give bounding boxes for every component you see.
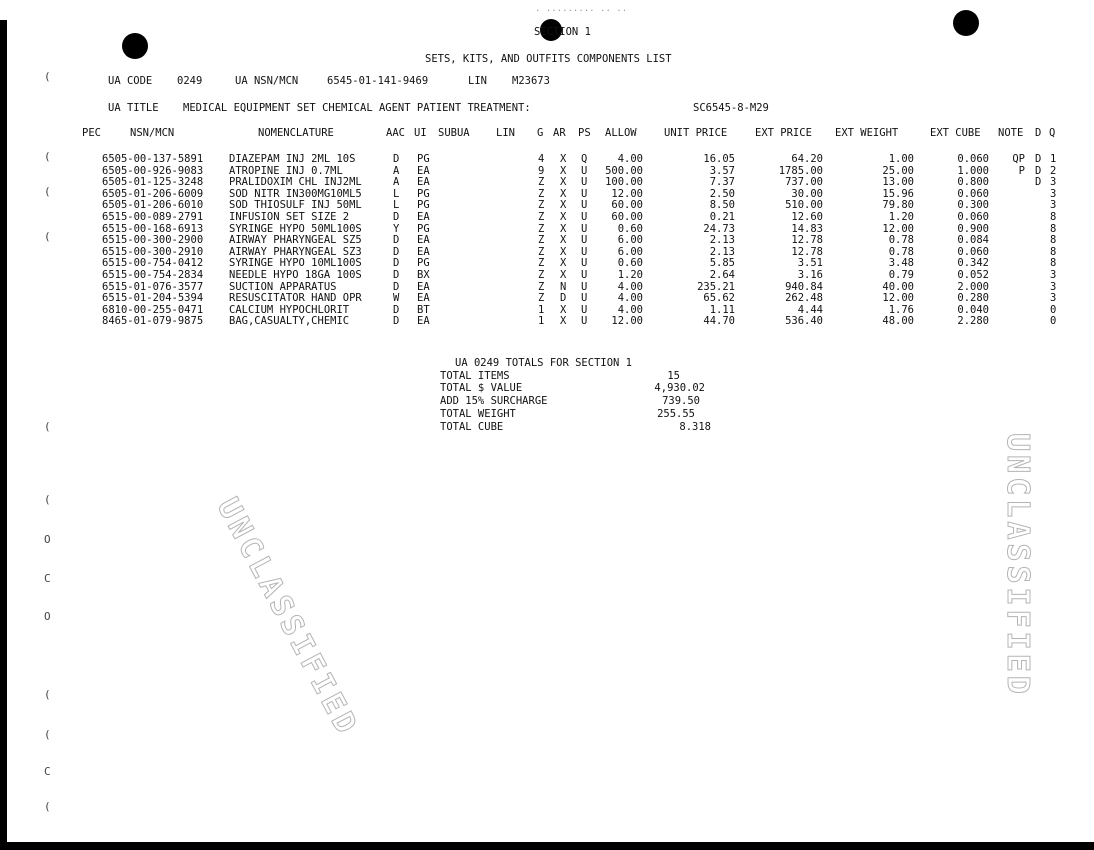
cell-allow: 0.60 xyxy=(617,222,643,235)
cell-ext-price: 3.16 xyxy=(797,269,823,281)
surcharge-label: ADD 15% SURCHARGE xyxy=(440,395,548,407)
margin-mark: O xyxy=(44,533,51,546)
cell-ext-weight: 79.80 xyxy=(882,199,914,212)
cell-ext-price: 64.20 xyxy=(791,153,823,165)
cell-ar: X xyxy=(560,269,567,281)
cell-ui: EA xyxy=(417,280,430,293)
cell-q: 3 xyxy=(1050,292,1057,305)
cell-ext-price: 12.78 xyxy=(791,234,823,247)
lin-value: M23673 xyxy=(512,75,550,87)
cell-nsn: 6515-00-300-2900 xyxy=(102,234,204,247)
cell-ext-price: 940.84 xyxy=(785,280,823,293)
cell-g: 9 xyxy=(538,164,545,177)
cell-nomenclature: BAG,CASUALTY,CHEMIC xyxy=(229,315,350,328)
cell-q: 8 xyxy=(1050,245,1057,258)
cell-ps: U xyxy=(581,211,588,223)
cell-g: Z xyxy=(538,280,545,293)
cell-ext-cube: 0.040 xyxy=(957,303,989,316)
cell-ar: X xyxy=(560,303,567,316)
cell-ps: U xyxy=(581,245,588,258)
cell-ar: X xyxy=(560,199,567,212)
cell-aac: D xyxy=(393,269,400,281)
cell-g: Z xyxy=(538,211,545,223)
cell-ui: EA xyxy=(417,211,430,223)
col-subua: SUBUA xyxy=(438,127,470,139)
cell-q: 8 xyxy=(1050,211,1057,223)
cell-allow: 4.00 xyxy=(617,280,643,293)
cell-q: 8 xyxy=(1050,257,1057,270)
cell-ps: U xyxy=(581,164,588,177)
sc-number: SC6545-8-M29 xyxy=(693,102,769,114)
total-value-label: TOTAL $ VALUE xyxy=(440,382,523,394)
col-nomenclature: NOMENCLATURE xyxy=(258,127,334,139)
cell-aac: L xyxy=(393,199,400,212)
margin-mark: ( xyxy=(44,420,51,433)
col-unit-price: UNIT PRICE xyxy=(664,127,728,139)
cell-ext-weight: 1.00 xyxy=(888,153,914,165)
cell-ps: U xyxy=(581,234,588,247)
col-aac: AAC xyxy=(386,127,405,139)
cell-allow: 100.00 xyxy=(605,176,643,189)
cell-ext-weight: 13.00 xyxy=(882,176,914,189)
cell-ext-price: 12.78 xyxy=(791,245,823,258)
cell-q: 8 xyxy=(1050,234,1057,247)
top-cut-line: . ......... .. .. xyxy=(535,4,628,14)
cell-nsn: 6505-01-206-6010 xyxy=(102,199,204,212)
cell-ext-weight: 12.00 xyxy=(882,292,914,305)
total-value-amount: 4,930.02 xyxy=(654,382,705,394)
cell-ar: N xyxy=(560,280,567,293)
cell-unit-price: 8.50 xyxy=(709,199,735,212)
col-ar: AR xyxy=(553,127,566,139)
margin-mark: ( xyxy=(44,688,51,701)
cell-aac: D xyxy=(393,245,400,258)
cell-ext-cube: 0.060 xyxy=(957,211,989,223)
cell-ps: U xyxy=(581,176,588,189)
cell-ext-weight: 3.48 xyxy=(888,257,914,270)
total-cube-value: 8.318 xyxy=(679,421,711,433)
cell-ext-cube: 0.084 xyxy=(957,234,989,247)
cell-nomenclature: SOD NITR IN300MG10ML5 xyxy=(229,187,362,200)
cell-ext-cube: 2.280 xyxy=(957,315,989,328)
cell-q: 3 xyxy=(1050,280,1057,293)
cell-ui: EA xyxy=(417,164,430,177)
cell-g: Z xyxy=(538,176,545,189)
cell-ui: EA xyxy=(417,234,430,247)
cell-unit-price: 2.50 xyxy=(709,187,735,200)
cell-nomenclature: ATROPINE INJ 0.7ML xyxy=(229,164,343,177)
margin-mark: C xyxy=(44,765,51,778)
cell-nsn: 8465-01-079-9875 xyxy=(102,315,204,328)
cell-ext-cube: 0.280 xyxy=(957,292,989,305)
cell-ui: BX xyxy=(417,269,430,281)
cell-unit-price: 7.37 xyxy=(709,176,735,189)
cell-aac: A xyxy=(393,176,400,189)
margin-mark: O xyxy=(44,610,51,623)
total-weight-value: 255.55 xyxy=(657,408,695,420)
cell-ui: BT xyxy=(417,303,430,316)
cell-nsn: 6515-00-754-0412 xyxy=(102,257,204,270)
cell-aac: D xyxy=(393,315,400,328)
cell-unit-price: 0.21 xyxy=(709,211,735,223)
cell-ext-weight: 48.00 xyxy=(882,315,914,328)
col-note: NOTE xyxy=(998,127,1024,139)
cell-nomenclature: CALCIUM HYPOCHLORIT xyxy=(229,303,350,316)
col-ext-weight: EXT WEIGHT xyxy=(835,127,899,139)
col-lin: LIN xyxy=(496,127,515,139)
cell-ui: PG xyxy=(417,187,430,200)
cell-g: Z xyxy=(538,292,545,305)
ua-code-value: 0249 xyxy=(177,75,203,87)
cell-unit-price: 1.11 xyxy=(709,303,735,316)
cell-q: 3 xyxy=(1050,176,1057,189)
cell-aac: D xyxy=(393,280,400,293)
cell-ext-weight: 15.96 xyxy=(882,187,914,200)
cell-ps: U xyxy=(581,292,588,305)
cell-ps: U xyxy=(581,187,588,200)
cell-g: Z xyxy=(538,187,545,200)
document-title: SETS, KITS, AND OUTFITS COMPONENTS LIST xyxy=(425,53,672,65)
cell-aac: D xyxy=(393,303,400,316)
cell-ext-price: 1785.00 xyxy=(778,164,823,177)
cell-ar: X xyxy=(560,187,567,200)
col-ext-cube: EXT CUBE xyxy=(930,127,981,139)
cell-nsn: 6505-01-206-6009 xyxy=(102,187,204,200)
margin-mark: ( xyxy=(44,230,51,243)
cell-aac: W xyxy=(393,292,400,305)
cell-nomenclature: DIAZEPAM INJ 2ML 10S xyxy=(229,153,356,165)
cell-ps: U xyxy=(581,222,588,235)
cell-nsn: 6505-00-137-5891 xyxy=(102,153,204,165)
cell-aac: D xyxy=(393,257,400,270)
cell-unit-price: 65.62 xyxy=(703,292,735,305)
cell-ext-weight: 12.00 xyxy=(882,222,914,235)
cell-allow: 60.00 xyxy=(611,211,643,223)
cell-ui: PG xyxy=(417,222,430,235)
cell-ext-price: 510.00 xyxy=(785,199,823,212)
cell-unit-price: 44.70 xyxy=(703,315,735,328)
cell-ext-weight: 25.00 xyxy=(882,164,914,177)
col-g: G xyxy=(537,127,544,139)
cell-ext-cube: 0.900 xyxy=(957,222,989,235)
col-q: Q xyxy=(1049,127,1056,139)
totals-heading: UA 0249 TOTALS FOR SECTION 1 xyxy=(455,357,633,369)
cell-d: D xyxy=(1035,176,1042,189)
total-items-label: TOTAL ITEMS xyxy=(440,370,510,382)
cell-ext-price: 737.00 xyxy=(785,176,823,189)
cell-aac: Y xyxy=(393,222,400,235)
cell-nomenclature: AIRWAY PHARYNGEAL SZ3 xyxy=(229,245,362,258)
cell-nomenclature: PRALIDOXIM CHL INJ2ML xyxy=(229,176,362,189)
punch-hole-left xyxy=(122,33,148,59)
cell-allow: 1.20 xyxy=(617,269,643,281)
margin-mark: ( xyxy=(44,150,51,163)
cell-ext-cube: 0.060 xyxy=(957,187,989,200)
cell-ui: PG xyxy=(417,153,430,165)
cell-nsn: 6515-00-300-2910 xyxy=(102,245,204,258)
surcharge-amount: 739.50 xyxy=(662,395,700,407)
cell-note: P xyxy=(1018,164,1025,177)
cell-g: Z xyxy=(538,199,545,212)
cell-nomenclature: SYRINGE HYPO 50ML100S xyxy=(229,222,362,235)
cell-nsn: 6515-00-754-2834 xyxy=(102,269,204,281)
cell-ext-weight: 1.20 xyxy=(888,211,914,223)
cell-nsn: 6505-01-125-3248 xyxy=(102,176,204,189)
cell-ui: PG xyxy=(417,257,430,270)
cell-nomenclature: SYRINGE HYPO 10ML100S xyxy=(229,257,362,270)
col-nsn: NSN/MCN xyxy=(130,127,175,139)
cell-nsn: 6515-01-076-3577 xyxy=(102,280,204,293)
margin-mark: ( xyxy=(44,70,51,83)
cell-nsn: 6810-00-255-0471 xyxy=(102,303,204,316)
cell-nomenclature: SUCTION APPARATUS xyxy=(229,280,337,293)
cell-allow: 500.00 xyxy=(605,164,643,177)
cell-q: 0 xyxy=(1050,315,1057,328)
cell-g: 4 xyxy=(538,153,545,165)
punch-hole-right xyxy=(953,10,979,36)
cell-ar: X xyxy=(560,176,567,189)
cell-ext-cube: 0.052 xyxy=(957,269,989,281)
cell-ext-weight: 1.76 xyxy=(888,303,914,316)
cell-aac: D xyxy=(393,153,400,165)
cell-unit-price: 24.73 xyxy=(703,222,735,235)
col-allow: ALLOW xyxy=(605,127,637,139)
cell-q: 1 xyxy=(1050,153,1057,165)
cell-nomenclature: AIRWAY PHARYNGEAL SZ5 xyxy=(229,234,362,247)
cell-ext-price: 30.00 xyxy=(791,187,823,200)
cell-g: Z xyxy=(538,269,545,281)
cell-ext-weight: 0.78 xyxy=(888,234,914,247)
total-weight-label: TOTAL WEIGHT xyxy=(440,408,516,420)
cell-allow: 4.00 xyxy=(617,292,643,305)
cell-allow: 4.00 xyxy=(617,303,643,316)
cell-g: Z xyxy=(538,257,545,270)
cell-ps: U xyxy=(581,269,588,281)
cell-g: Z xyxy=(538,222,545,235)
classification-stamp-right: UNCLASSIFIED xyxy=(999,433,1035,698)
section-label: SECTION 1 xyxy=(534,26,591,38)
ua-nsn-value: 6545-01-141-9469 xyxy=(327,75,429,87)
ua-nsn-label: UA NSN/MCN xyxy=(235,75,299,87)
cell-ui: EA xyxy=(417,176,430,189)
cell-ui: EA xyxy=(417,315,430,328)
cell-allow: 6.00 xyxy=(617,245,643,258)
cell-q: 8 xyxy=(1050,222,1057,235)
col-d: D xyxy=(1035,127,1042,139)
cell-ext-price: 14.83 xyxy=(791,222,823,235)
cell-ps: U xyxy=(581,257,588,270)
cell-nomenclature: INFUSION SET SIZE 2 xyxy=(229,211,350,223)
margin-mark: ( xyxy=(44,800,51,813)
cell-ext-weight: 0.78 xyxy=(888,245,914,258)
cell-d: D xyxy=(1035,164,1042,177)
cell-ps: U xyxy=(581,315,588,328)
cell-aac: A xyxy=(393,164,400,177)
cell-unit-price: 5.85 xyxy=(709,257,735,270)
cell-ext-price: 536.40 xyxy=(785,315,823,328)
cell-ui: PG xyxy=(417,199,430,212)
cell-ext-cube: 0.342 xyxy=(957,257,989,270)
cell-aac: D xyxy=(393,234,400,247)
cell-ar: X xyxy=(560,234,567,247)
margin-mark: C xyxy=(44,572,51,585)
col-ext-price: EXT PRICE xyxy=(755,127,812,139)
cell-ext-cube: 0.060 xyxy=(957,153,989,165)
cell-nomenclature: NEEDLE HYPO 18GA 100S xyxy=(229,269,362,281)
ua-title-label: UA TITLE xyxy=(108,102,159,114)
cell-unit-price: 16.05 xyxy=(703,153,735,165)
col-pec: PEC xyxy=(82,127,101,139)
cell-g: Z xyxy=(538,234,545,247)
cell-ext-price: 262.48 xyxy=(785,292,823,305)
cell-ps: Q xyxy=(581,153,588,165)
cell-allow: 12.00 xyxy=(611,187,643,200)
cell-q: 0 xyxy=(1050,303,1057,316)
col-ps: PS xyxy=(578,127,591,139)
cell-ext-weight: 0.79 xyxy=(888,269,914,281)
cell-ext-cube: 1.000 xyxy=(957,164,989,177)
col-ui: UI xyxy=(414,127,427,139)
cell-aac: L xyxy=(393,187,400,200)
cell-q: 3 xyxy=(1050,187,1057,200)
cell-nomenclature: RESUSCITATOR HAND OPR xyxy=(229,292,362,305)
cell-ext-price: 4.44 xyxy=(797,303,823,316)
cell-nomenclature: SOD THIOSULF INJ 50ML xyxy=(229,199,362,212)
cell-unit-price: 2.13 xyxy=(709,234,735,247)
total-cube-label: TOTAL CUBE xyxy=(440,421,504,433)
cell-ar: X xyxy=(560,245,567,258)
cell-ar: X xyxy=(560,315,567,328)
cell-q: 3 xyxy=(1050,269,1057,281)
cell-d: D xyxy=(1035,153,1042,165)
cell-allow: 0.60 xyxy=(617,257,643,270)
page-left-edge xyxy=(0,20,7,850)
cell-allow: 60.00 xyxy=(611,199,643,212)
cell-nsn: 6515-00-089-2791 xyxy=(102,211,204,223)
ua-title-value: MEDICAL EQUIPMENT SET CHEMICAL AGENT PATIENT TREATMENT: xyxy=(183,102,531,114)
cell-allow: 4.00 xyxy=(617,153,643,165)
cell-g: 1 xyxy=(538,303,545,316)
cell-ps: U xyxy=(581,199,588,212)
cell-g: 1 xyxy=(538,315,545,328)
cell-ext-price: 12.60 xyxy=(791,211,823,223)
cell-unit-price: 3.57 xyxy=(709,164,735,177)
cell-ar: X xyxy=(560,153,567,165)
cell-note: QP xyxy=(1012,153,1025,165)
cell-unit-price: 2.13 xyxy=(709,245,735,258)
page-bottom-edge xyxy=(0,842,1094,850)
cell-aac: D xyxy=(393,211,400,223)
cell-ps: U xyxy=(581,280,588,293)
cell-unit-price: 2.64 xyxy=(709,269,735,281)
cell-q: 2 xyxy=(1050,164,1057,177)
cell-allow: 6.00 xyxy=(617,234,643,247)
cell-ext-cube: 0.300 xyxy=(957,199,989,212)
cell-ar: X xyxy=(560,211,567,223)
cell-nsn: 6515-00-168-6913 xyxy=(102,222,204,235)
margin-mark: ( xyxy=(44,185,51,198)
cell-ext-weight: 40.00 xyxy=(882,280,914,293)
cell-ps: U xyxy=(581,303,588,316)
cell-ext-cube: 0.060 xyxy=(957,245,989,258)
cell-nsn: 6515-01-204-5394 xyxy=(102,292,204,305)
margin-mark: ( xyxy=(44,493,51,506)
cell-ui: EA xyxy=(417,245,430,258)
ua-code-label: UA CODE xyxy=(108,75,153,87)
cell-ext-price: 3.51 xyxy=(797,257,823,270)
cell-ar: X xyxy=(560,257,567,270)
cell-ar: D xyxy=(560,292,567,305)
cell-ext-cube: 2.000 xyxy=(957,280,989,293)
cell-allow: 12.00 xyxy=(611,315,643,328)
cell-unit-price: 235.21 xyxy=(697,280,735,293)
cell-ar: X xyxy=(560,222,567,235)
cell-ui: EA xyxy=(417,292,430,305)
margin-mark: ( xyxy=(44,728,51,741)
cell-q: 3 xyxy=(1050,199,1057,212)
cell-nsn: 6505-00-926-9083 xyxy=(102,164,204,177)
cell-g: Z xyxy=(538,245,545,258)
lin-label: LIN xyxy=(468,75,487,87)
classification-stamp-left: UNCLASSIFIED xyxy=(209,492,365,743)
total-items-value: 15 xyxy=(667,370,680,382)
cell-ar: X xyxy=(560,164,567,177)
cell-ext-cube: 0.800 xyxy=(957,176,989,189)
